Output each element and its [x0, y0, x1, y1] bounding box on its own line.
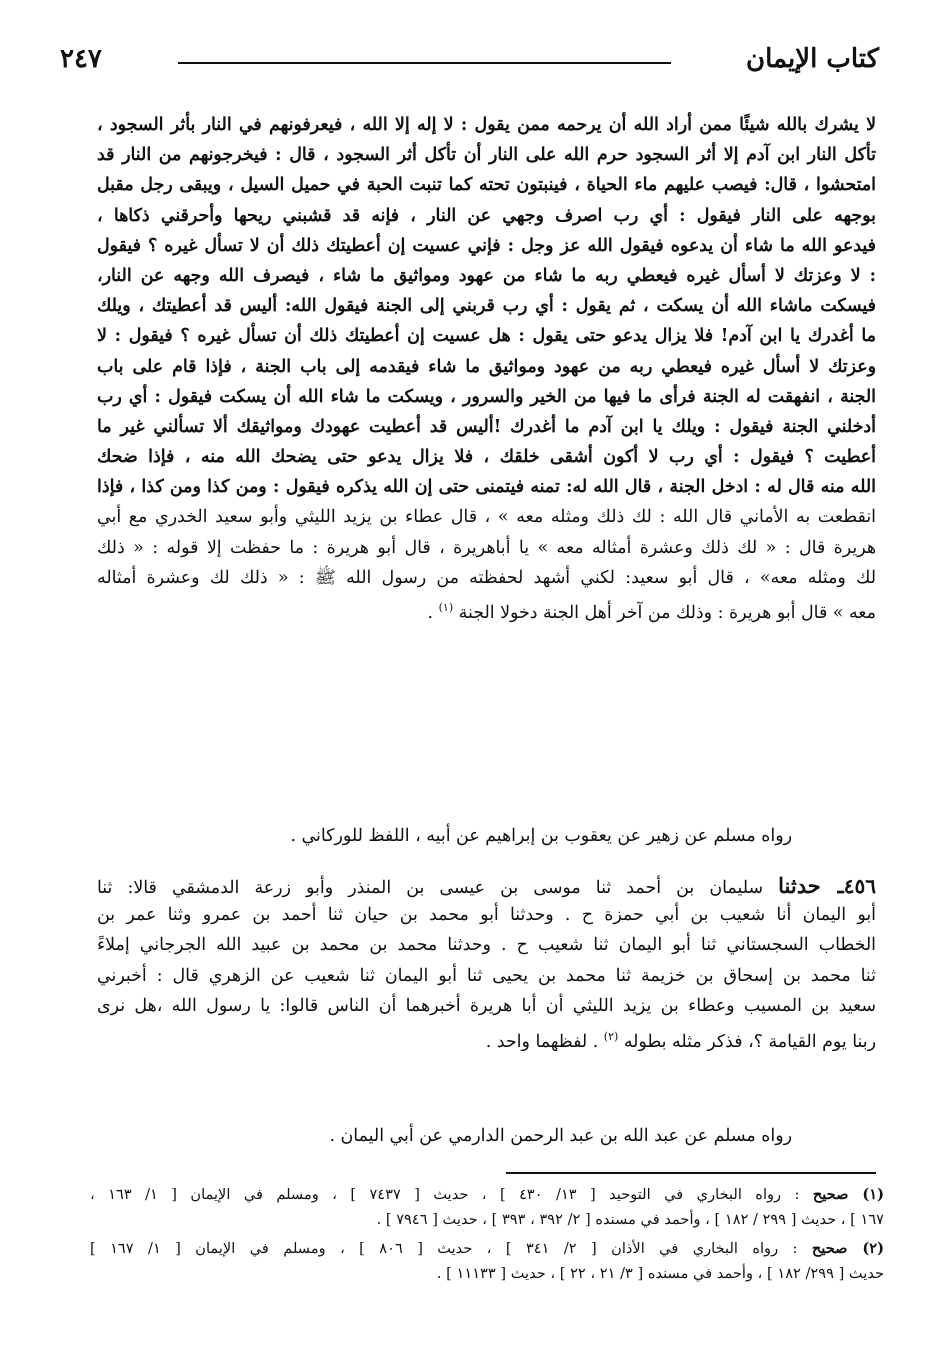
hadith-first-line	[97, 870, 876, 900]
passage-line: معه » قال أبو هريرة : وذلك من آخر أهل الجنة دخولا الجنة	[458, 602, 876, 623]
footnote-ref-1: (١)	[438, 601, 454, 614]
riwaya-note-2: رواه مسلم عن عبد الله بن عبد الرحمن الدارمي عن أبي اليمان .	[329, 1126, 792, 1146]
passage-line: فيدعو الله ما شاء أن يدعوه فيقول الله عز وجل : فإني عسيت إن أعطيتك ذلك أن لا تسأل غيره ؟ فيقول	[97, 235, 876, 256]
passage-line: الجنة ، انفهقت له الجنة فرأى ما فيها من الخير والسرور ، ويسكت ما شاء الله أن يسكت فيقول : أي رب	[97, 386, 876, 407]
hadith-line: الخطاب السجستاني ثنا أبو اليمان ثنا شعيب ح . وحدثنا محمد بن محمد بن عبيد الله الجرجاني إملاءً	[97, 935, 876, 956]
hadith-line: ثنا محمد بن إسحاق بن خزيمة ثنا محمد بن يحيى ثنا أبو اليمان ثنا شعيب عن الزهري قال : أخبرني	[97, 965, 876, 986]
footnote-text: : رواه البخاري في الأذان [ ٢/ ٣٤١ ] ، حديث [ ٨٠٦ ] ، ومسلم في الإيمان [ ١/ ١٦٧ ]	[90, 1240, 798, 1257]
footnote-2-line-1	[90, 1236, 884, 1261]
passage-line: ما أغدرك يا ابن آدم! فلا يزال يدعو حتى يقول : هل عسيت إن أعطيتك ذلك أن تسأل غيره ؟ فيقول : لا	[97, 326, 876, 347]
hadith-last-line	[97, 1021, 876, 1051]
hadith-line: سعيد بن المسيب وعطاء بن يزيد الليثي أن أبا هريرة أخبرهما أن الناس قالوا: يا رسول الله ،هل نرى	[97, 995, 876, 1016]
hadith-line: أبو اليمان أنا شعيب بن أبي حمزة ح . وحدثنا أبو محمد بن حيان ثنا أحمد بن عمرو وثنا عمر بن	[97, 905, 876, 926]
hadith-456	[97, 870, 876, 1051]
passage-line: تأكل النار ابن آدم إلا أثر السجود حرم الله على النار أن تأكل أثر السجود ، قال : فيخرجونهم من النار قد	[97, 145, 876, 166]
footnote-label: (٢) صحيح	[811, 1240, 884, 1257]
passage-line: وعزتك لا أسأل غيره فيعطي ربه من عهود ومواثيق ما شاء فيقدمه إلى باب الجنة ، فإذا قام على باب	[97, 356, 876, 377]
passage-line: أدخلني الجنة فيقول : ويلك يا ابن آدم ما أغدرك !أليس قد أعطيت عهودك ومواثيقك ألا تسألني غير ما	[97, 416, 876, 437]
footnote-ref-2: (٢)	[603, 1029, 619, 1043]
passage-line: الله منه قال له : ادخل الجنة ، قال الله له: تمنه فيتمنى حتى إن الله يذكره فيقول : ومن كذا ومن كذا ، فإذا	[97, 477, 876, 498]
footnote-1-line-1	[90, 1182, 884, 1207]
passage-line: بوجهه على النار فيقول : أي رب اصرف وجهي عن النار ، فإنه قد قشبني ريحها وأحرقني ذكاها ،	[97, 205, 876, 226]
footnote-1-line-2: ١٦٧ ] ، حديث [ ٢٩٩ / ١٨٢ ] ، وأحمد في مسنده [ ٢/ ٣٩٢ ، ٣٩٣ ] ، حديث [ ٧٩٤٦ ] .	[376, 1211, 884, 1228]
footnotes	[90, 1182, 884, 1286]
hadith-tail: . لفظهما واحد .	[485, 1031, 599, 1052]
header-rule	[178, 62, 671, 64]
passage-last-line: معه » قال أبو هريرة : وذلك من آخر أهل الجنة دخولا الجنة $^{(١)}$ .	[427, 601, 876, 623]
passage-line: لك ومثله معه» ، قال أبو سعيد: لكني أشهد لحفظته من رسول الله ﷺ : « ذلك لك وعشرة أمثاله	[97, 567, 876, 588]
passage-line: : لا وعزتك لا أسأل غيره فيعطي ربه ما شاء من عهود ومواثيق ما شاء ، فيصرف الله وجهه عن النار،	[97, 265, 876, 286]
passage-line: فيسكت ماشاء الله أن يسكت ، ثم يقول : أي رب قربني إلى الجنة فيقول الله: أليس قد أعطيتك ، ويلك	[97, 296, 876, 317]
haddathana-word: ـ حدثنا	[778, 873, 844, 898]
riwaya-note-1: رواه مسلم عن زهير عن يعقوب بن إبراهيم عن أبيه ، اللفظ للوركاني .	[290, 826, 792, 846]
passage-line: امتحشوا ، قال: فيصب عليهم ماء الحياة ، فينبتون تحته كما تنبت الحبة في حميل السيل ، ويبقى رجل مقبل	[97, 175, 876, 196]
footnote-text: : رواه البخاري في التوحيد [ ١٣/ ٤٣٠ ] ، حديث [ ٧٤٣٧ ] ، ومسلم في الإيمان [ ١/ ١٦٣ ،	[90, 1186, 800, 1203]
hadith-passage	[97, 110, 876, 623]
page-header	[60, 40, 879, 80]
passage-line: انقطعت به الأماني قال الله : لك ذلك ومثله معه » ، قال عطاء بن يزيد الليثي وأبو سعيد الخدري مع أبي	[97, 507, 876, 528]
hadith-line: ربنا يوم القيامة ؟، فذكر مثله بطوله	[623, 1031, 876, 1052]
passage-line: أعطيت ؟ فيقول : أي رب لا أكون أشقى خلقك ، فلا يزال يدعو حتى يضحك الله منه ، فإذا ضحك	[97, 447, 876, 468]
footnote-label: (١) صحيح	[812, 1186, 884, 1203]
passage-line: هريرة قال : « لك ذلك وعشرة أمثاله معه » يا أباهريرة ، قال أبو هريرة : ما حفظت إلا قوله : « ذلك	[97, 537, 876, 558]
footnote-rule	[506, 1172, 876, 1174]
passage-line: لا يشرك بالله شيئًا ممن أراد الله أن يرحمه ممن يقول : لا إله إلا الله ، فيعرفونهم في النار بأثر السجود ،	[97, 115, 876, 135]
hadith-line: سليمان بن أحمد ثنا موسى بن عيسى بن المنذر وأبو زرعة الدمشقي قالا: ثنا	[97, 878, 764, 898]
hadith-number: ٤٥٦	[843, 874, 876, 898]
page-number: ٢٤٧	[60, 44, 102, 74]
running-title: كتاب الإيمان	[745, 44, 879, 74]
footnote-2-line-2: حديث [ ٢٩٩/ ١٨٢ ] ، وأحمد في مسنده [ ٣/ ٢١ ، ٢٢ ] ، حديث [ ١١١٣٣ ] .	[436, 1265, 884, 1282]
